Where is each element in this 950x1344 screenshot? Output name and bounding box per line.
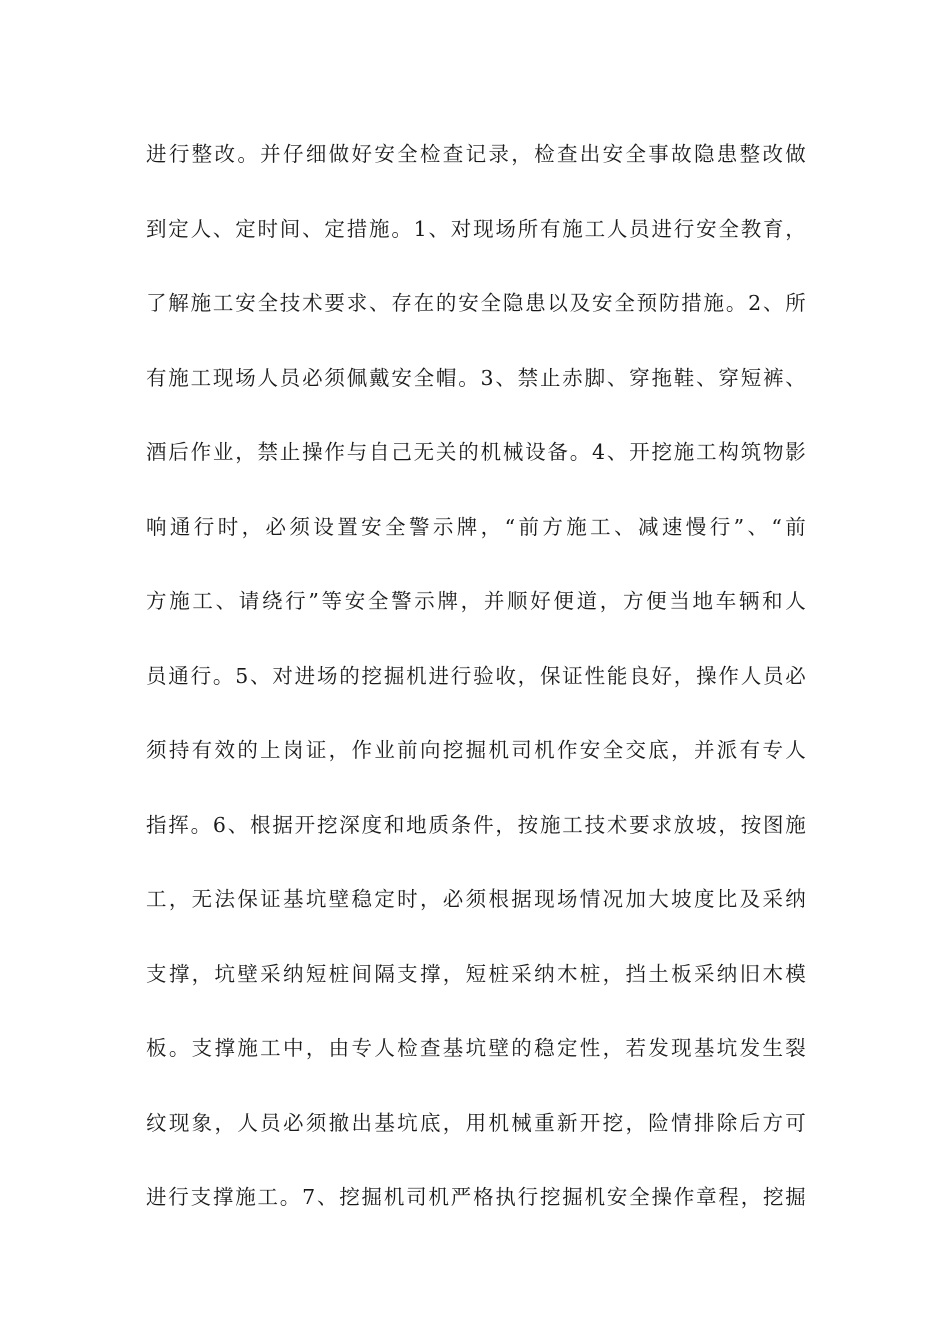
- text-line-8: 员通行。5、对进场的挖掘机进行验收，保证性能良好，操作人员必: [146, 663, 806, 688]
- text-line-9: 须持有效的上岗证，作业前向挖掘机司机作安全交底，并派有专人: [146, 738, 806, 762]
- text-line-2: 到定人、定时间、定措施。1、对现场所有施工人员进行安全教育，: [146, 216, 806, 241]
- text-line-10: 指挥。6、根据开挖深度和地质条件，按施工技术要求放坡，按图施: [146, 812, 806, 837]
- text-line-5: 酒后作业，禁止操作与自己无关的机械设备。4、开挖施工构筑物影: [146, 440, 806, 464]
- text-line-11: 工，无法保证基坑壁稳定时，必须根据现场情况加大坡度比及采纳: [146, 887, 806, 911]
- text-line-13: 板。支撑施工中，由专人检查基坑壁的稳定性，若发现基坑发生裂: [146, 1036, 806, 1060]
- text-line-12: 支撑，坑壁采纳短桩间隔支撑，短桩采纳木桩，挡土板采纳旧木模: [146, 961, 806, 986]
- text-line-6: 响通行时，必须设置安全警示牌，“前方施工、减速慢行”、“前: [146, 514, 806, 539]
- text-line-7: 方施工、请绕行”等安全警示牌，并顺好便道，方便当地车辆和人: [146, 589, 806, 613]
- text-line-1: 进行整改。并仔细做好安全检查记录，检查出安全事故隐患整改做: [146, 142, 806, 166]
- text-line-15: 进行支撑施工。7、挖掘机司机严格执行挖掘机安全操作章程，挖掘: [146, 1185, 806, 1209]
- body-text: [146, 131, 806, 1249]
- text-line-4: 有施工现场人员必须佩戴安全帽。3、禁止赤脚、穿拖鞋、穿短裤、: [146, 365, 806, 390]
- text-line-14: 纹现象，人员必须撤出基坑底，用机械重新开挖，险情排除后方可: [146, 1110, 806, 1135]
- text-line-3: 了解施工安全技术要求、存在的安全隐患以及安全预防措施。2、所: [146, 291, 806, 315]
